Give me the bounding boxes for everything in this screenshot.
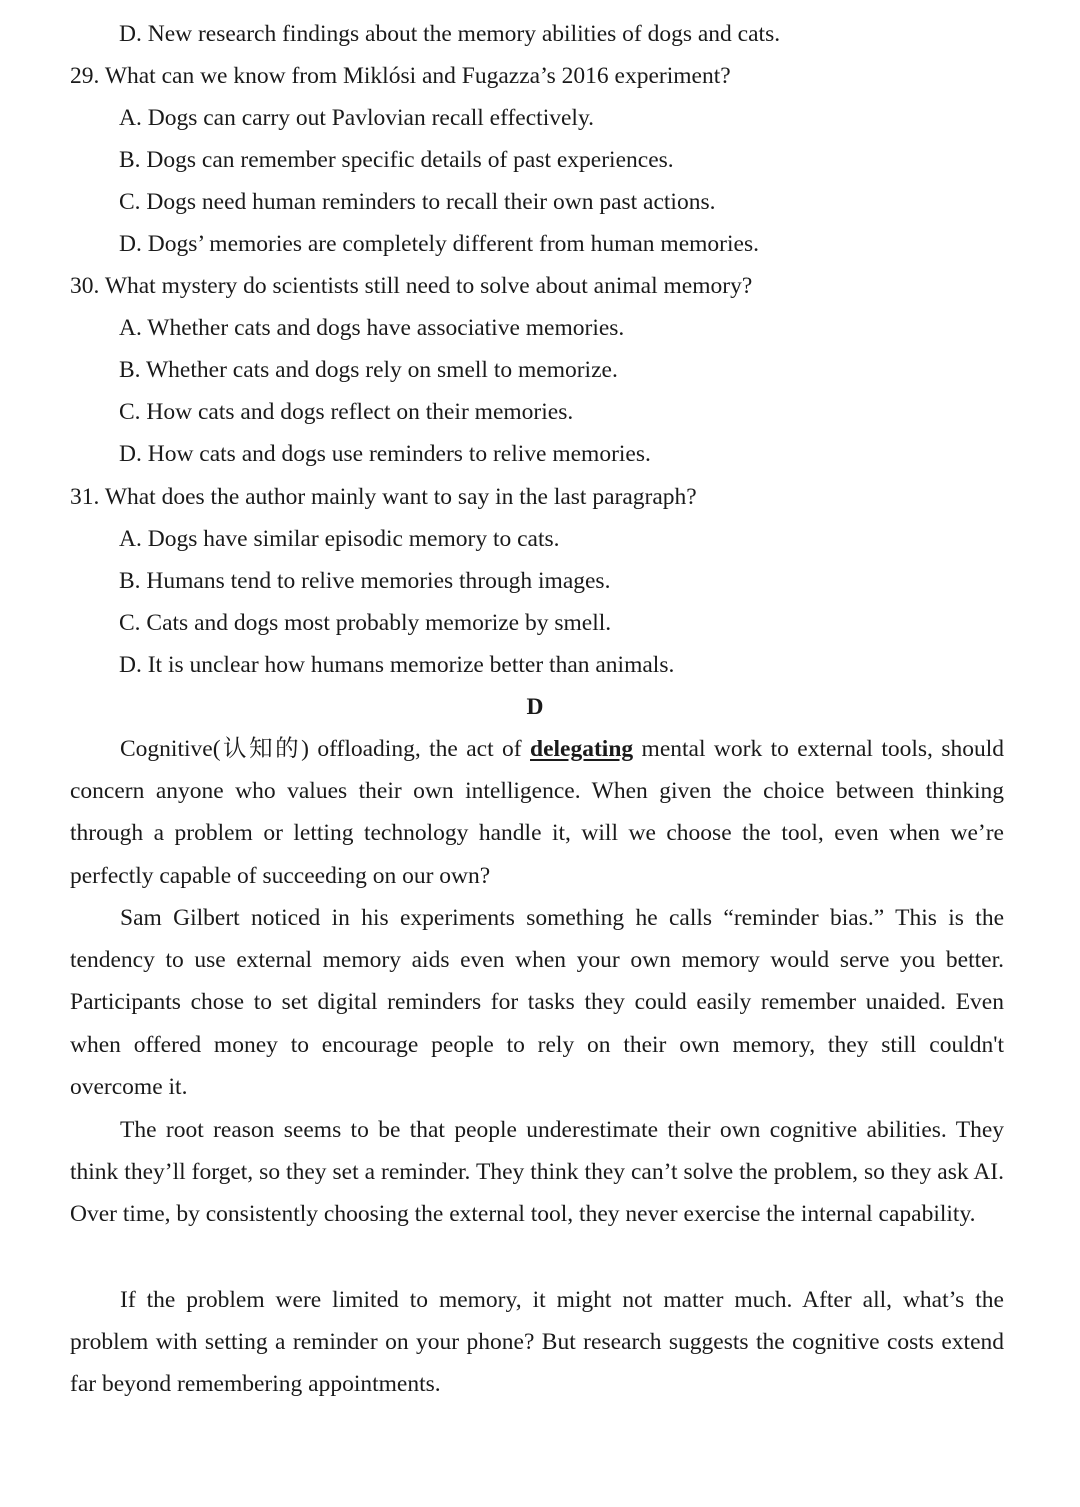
paragraph-1-rest: mental work to external tools, should concern anyone who values their own intelligence. When given the choice between thinking through a problem or letting technology handle it, will we choose the tool, even when we’re perfectly capable of succeeding on our own? bbox=[70, 736, 1005, 889]
q31-option-a[interactable]: A. Dogs have similar episodic memory to cats. bbox=[119, 526, 560, 552]
passage-paragraph-1 bbox=[70, 728, 1004, 897]
q30-option-b[interactable]: B. Whether cats and dogs rely on smell to memorize. bbox=[119, 357, 618, 383]
q29-stem: 29. What can we know from Miklósi and Fugazza’s 2016 experiment? bbox=[70, 63, 731, 89]
q31-option-d[interactable]: D. It is unclear how humans memorize better than animals. bbox=[119, 652, 675, 678]
paragraph-1-intro: Cognitive(认知的) offloading, the act of bbox=[120, 736, 530, 762]
q31-option-c[interactable]: C. Cats and dogs most probably memorize by smell. bbox=[119, 610, 612, 636]
q31-stem: 31. What does the author mainly want to say in the last paragraph? bbox=[70, 484, 697, 510]
passage-paragraph-3: The root reason seems to be that people underestimate their own cognitive abilities. They think they’ll forget, so they set a reminder. They think they can’t solve the problem, so they ask AI. Over time, by consistently choosing the external tool, they never exercise the internal capability. bbox=[70, 1117, 1004, 1228]
q30-option-a[interactable]: A. Whether cats and dogs have associative memories. bbox=[119, 315, 625, 341]
q29-option-a[interactable]: A. Dogs can carry out Pavlovian recall effectively. bbox=[119, 105, 595, 131]
q29-option-d[interactable]: D. Dogs’ memories are completely different from human memories. bbox=[119, 231, 759, 257]
q30-option-c[interactable]: C. How cats and dogs reflect on their memories. bbox=[119, 399, 574, 425]
section-d-title: D bbox=[526, 694, 544, 720]
q29-option-c[interactable]: C. Dogs need human reminders to recall their own past actions. bbox=[119, 189, 716, 215]
underlined-keyword: delegating bbox=[530, 736, 634, 762]
q30-option-d[interactable]: D. How cats and dogs use reminders to relive memories. bbox=[119, 441, 651, 467]
q28-option-d[interactable]: D. New research findings about the memory abilities of dogs and cats. bbox=[119, 21, 781, 47]
passage-paragraph-4: If the problem were limited to memory, it might not matter much. After all, what’s the problem with setting a reminder on your phone? But research suggests the cognitive costs extend far beyond remembering appointments. bbox=[70, 1287, 1004, 1398]
passage-paragraph-2: Sam Gilbert noticed in his experiments something he calls “reminder bias.” This is the tendency to use external memory aids even when your own memory would serve you better. Participants chose to set digital reminders for tasks they could easily remember unaided. Even when offered money to encourage people to rely on their own memory, they still couldn't overcome it. bbox=[70, 905, 1004, 1100]
q29-option-b[interactable]: B. Dogs can remember specific details of past experiences. bbox=[119, 147, 674, 173]
q30-stem: 30. What mystery do scientists still need to solve about animal memory? bbox=[70, 273, 753, 299]
q31-option-b[interactable]: B. Humans tend to relive memories through images. bbox=[119, 568, 611, 594]
